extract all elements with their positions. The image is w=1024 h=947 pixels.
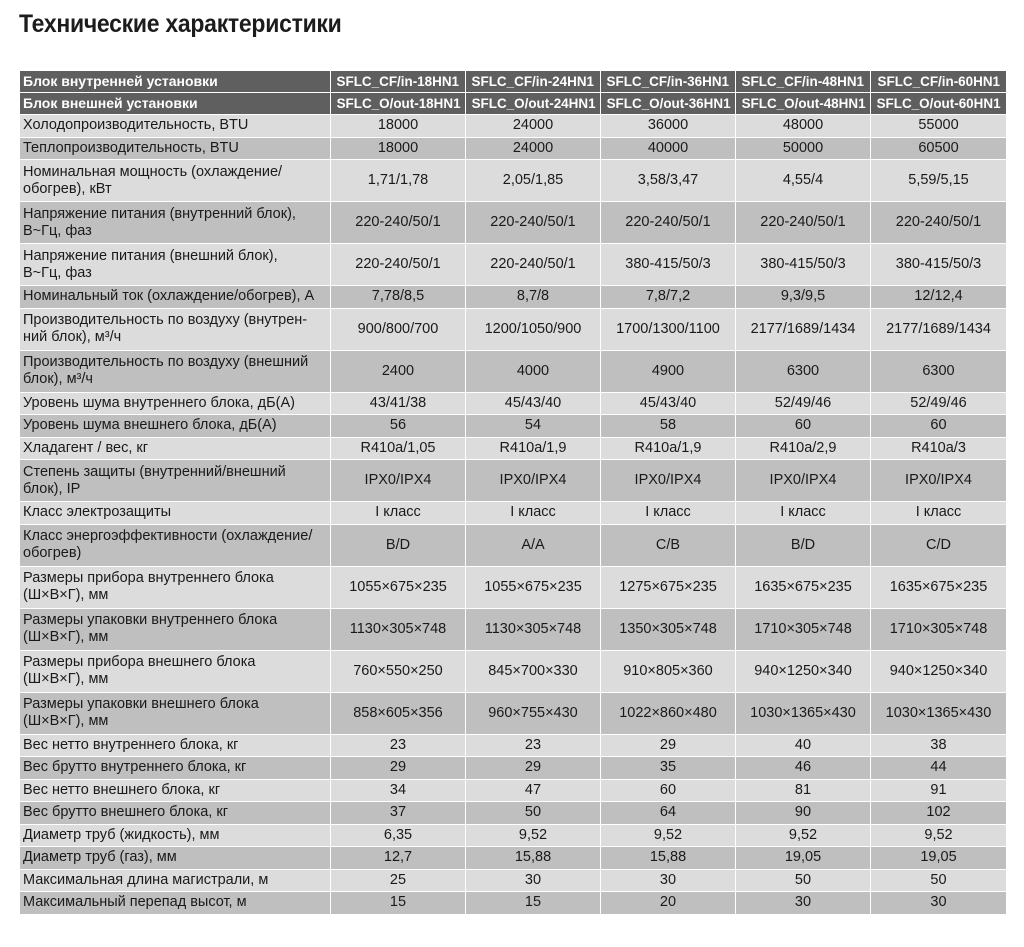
row-label-line: Максимальная длина магистрали, м bbox=[23, 871, 269, 888]
value-cell: 38 bbox=[871, 734, 1007, 757]
value-cell: 44 bbox=[871, 757, 1007, 780]
value-cell: 1055×675×235 bbox=[331, 566, 466, 608]
value-cell: R410a/2,9 bbox=[736, 437, 871, 460]
value-cell: 29 bbox=[331, 757, 466, 780]
row-label bbox=[20, 802, 331, 825]
value-cell: 40000 bbox=[601, 137, 736, 160]
value-cell: 54 bbox=[466, 415, 601, 438]
value-cell: 9,52 bbox=[736, 824, 871, 847]
row-label bbox=[20, 847, 331, 870]
row-label-line: Размеры прибора внешнего блока bbox=[23, 654, 256, 670]
value-cell: 220-240/50/1 bbox=[736, 202, 871, 244]
header-label: Блок внешней установки bbox=[20, 93, 331, 115]
value-cell: 7,8/7,2 bbox=[601, 286, 736, 309]
row-label-line: Напряжение питания (внутренний блок), bbox=[23, 205, 296, 222]
value-cell: I класс bbox=[871, 502, 1007, 525]
row-label bbox=[20, 437, 331, 460]
value-cell: 45/43/40 bbox=[466, 392, 601, 415]
spec-table-body bbox=[20, 71, 1007, 915]
table-row bbox=[20, 502, 1007, 525]
table-row bbox=[20, 415, 1007, 438]
row-label bbox=[20, 757, 331, 780]
value-cell: 380-415/50/3 bbox=[736, 244, 871, 286]
value-cell: 6,35 bbox=[331, 824, 466, 847]
model-name: SFLC_CF/in-36HN1 bbox=[606, 73, 730, 89]
value-cell: 43/41/38 bbox=[331, 392, 466, 415]
row-label-line: Вес нетто внешнего блока, кг bbox=[23, 781, 221, 798]
model-name: SFLC_O/out-60HN1 bbox=[876, 95, 1001, 111]
row-label bbox=[20, 286, 331, 309]
value-cell: 220-240/50/1 bbox=[331, 244, 466, 286]
row-label bbox=[20, 460, 331, 502]
header-model-cell bbox=[601, 71, 736, 93]
row-label-line: В~Гц, фаз bbox=[23, 222, 92, 239]
value-cell: I класс bbox=[466, 502, 601, 525]
value-cell: 5,59/5,15 bbox=[871, 160, 1007, 202]
row-label-line: (Ш×В×Г), мм bbox=[23, 629, 109, 645]
table-row bbox=[20, 308, 1007, 350]
value-cell: 15 bbox=[331, 892, 466, 915]
value-cell: I класс bbox=[736, 502, 871, 525]
value-cell: 1275×675×235 bbox=[601, 566, 736, 608]
row-label bbox=[20, 160, 331, 202]
value-cell: 1,71/1,78 bbox=[331, 160, 466, 202]
value-cell: 34 bbox=[331, 779, 466, 802]
value-cell: 12/12,4 bbox=[871, 286, 1007, 309]
value-cell: 81 bbox=[736, 779, 871, 802]
row-label-line: Размеры прибора внутреннего блока bbox=[23, 570, 274, 586]
value-cell: IPX0/IPX4 bbox=[466, 460, 601, 502]
value-cell: 55000 bbox=[871, 115, 1007, 138]
value-cell: 1030×1365×430 bbox=[871, 692, 1007, 734]
table-row bbox=[20, 460, 1007, 502]
value-cell: 50 bbox=[466, 802, 601, 825]
row-label bbox=[20, 566, 331, 608]
value-cell: 220-240/50/1 bbox=[601, 202, 736, 244]
value-cell: 12,7 bbox=[331, 847, 466, 870]
row-label bbox=[20, 779, 331, 802]
value-cell: 1030×1365×430 bbox=[736, 692, 871, 734]
value-cell: 845×700×330 bbox=[466, 650, 601, 692]
header-model-cell bbox=[466, 71, 601, 93]
value-cell: 15 bbox=[466, 892, 601, 915]
value-cell: 1710×305×748 bbox=[736, 608, 871, 650]
row-label-line: (Ш×В×Г), мм bbox=[23, 713, 109, 729]
table-row bbox=[20, 137, 1007, 160]
value-cell: 3,58/3,47 bbox=[601, 160, 736, 202]
row-label-line: Класс энергоэффективности (охлаждение/ bbox=[23, 528, 313, 544]
row-label-line: блок), м³/ч bbox=[23, 371, 93, 387]
value-cell: 220-240/50/1 bbox=[331, 202, 466, 244]
value-cell: R410a/3 bbox=[871, 437, 1007, 460]
row-label-line: ний блок), м³/ч bbox=[23, 329, 122, 345]
value-cell: 52/49/46 bbox=[871, 392, 1007, 415]
value-cell: 1022×860×480 bbox=[601, 692, 736, 734]
row-label-line: (Ш×В×Г), мм bbox=[23, 587, 109, 603]
row-label-line: Производительность по воздуху (внешний bbox=[23, 354, 309, 370]
row-label-line: Теплопроизводительность, BTU bbox=[23, 139, 239, 156]
header-row bbox=[20, 71, 1007, 93]
value-cell: 1635×675×235 bbox=[871, 566, 1007, 608]
value-cell: 56 bbox=[331, 415, 466, 438]
row-label bbox=[20, 824, 331, 847]
page-title: Технические характеристики bbox=[19, 10, 342, 38]
row-label bbox=[20, 137, 331, 160]
value-cell: 60 bbox=[871, 415, 1007, 438]
value-cell: 50000 bbox=[736, 137, 871, 160]
row-label bbox=[20, 202, 331, 244]
table-row bbox=[20, 824, 1007, 847]
value-cell: 35 bbox=[601, 757, 736, 780]
value-cell: 9,52 bbox=[871, 824, 1007, 847]
table-row bbox=[20, 392, 1007, 415]
header-model-cell bbox=[331, 71, 466, 93]
header-label: Блок внутренней установки bbox=[20, 71, 331, 93]
value-cell: 220-240/50/1 bbox=[466, 244, 601, 286]
value-cell: IPX0/IPX4 bbox=[736, 460, 871, 502]
model-name: SFLC_O/out-18HN1 bbox=[336, 95, 461, 111]
value-cell: 60 bbox=[601, 779, 736, 802]
row-label-line: Уровень шума внутреннего блока, дБ(А) bbox=[23, 394, 295, 411]
table-row bbox=[20, 847, 1007, 870]
value-cell: 220-240/50/1 bbox=[871, 202, 1007, 244]
row-label bbox=[20, 524, 331, 566]
row-label-line: Вес брутто внутреннего блока, кг bbox=[23, 759, 247, 776]
value-cell: 91 bbox=[871, 779, 1007, 802]
value-cell: 102 bbox=[871, 802, 1007, 825]
value-cell: 2177/1689/1434 bbox=[736, 308, 871, 350]
value-cell: 9,3/9,5 bbox=[736, 286, 871, 309]
row-label bbox=[20, 869, 331, 892]
value-cell: 1055×675×235 bbox=[466, 566, 601, 608]
row-label-line: Номинальный ток (охлаждение/обогрев), А bbox=[23, 288, 315, 305]
table-row bbox=[20, 692, 1007, 734]
value-cell: 760×550×250 bbox=[331, 650, 466, 692]
model-name: SFLC_O/out-36HN1 bbox=[606, 95, 731, 111]
row-label-line: Напряжение питания (внешний блок), bbox=[23, 247, 278, 264]
header-model-cell bbox=[736, 71, 871, 93]
value-cell: 25 bbox=[331, 869, 466, 892]
value-cell: 24000 bbox=[466, 137, 601, 160]
value-cell: 8,7/8 bbox=[466, 286, 601, 309]
value-cell: 64 bbox=[601, 802, 736, 825]
model-name: SFLC_CF/in-48HN1 bbox=[741, 73, 865, 89]
value-cell: C/D bbox=[871, 524, 1007, 566]
row-label-line: Вес брутто внешнего блока, кг bbox=[23, 804, 228, 821]
value-cell: 1635×675×235 bbox=[736, 566, 871, 608]
value-cell: 900/800/700 bbox=[331, 308, 466, 350]
value-cell: 60500 bbox=[871, 137, 1007, 160]
value-cell: IPX0/IPX4 bbox=[331, 460, 466, 502]
value-cell: 4900 bbox=[601, 350, 736, 392]
value-cell: 19,05 bbox=[871, 847, 1007, 870]
value-cell: 30 bbox=[736, 892, 871, 915]
row-label-line: Степень защиты (внутренний/внешний bbox=[23, 463, 286, 480]
row-label-line: блок), IP bbox=[23, 480, 81, 497]
value-cell: 960×755×430 bbox=[466, 692, 601, 734]
model-name: SFLC_CF/in-18HN1 bbox=[336, 73, 460, 89]
value-cell: 36000 bbox=[601, 115, 736, 138]
row-label-line: Хладагент / вес, кг bbox=[23, 439, 149, 456]
value-cell: 1700/1300/1100 bbox=[601, 308, 736, 350]
value-cell: 6300 bbox=[871, 350, 1007, 392]
value-cell: R410a/1,05 bbox=[331, 437, 466, 460]
value-cell: 23 bbox=[466, 734, 601, 757]
value-cell: 940×1250×340 bbox=[871, 650, 1007, 692]
value-cell: 15,88 bbox=[601, 847, 736, 870]
header-model-cell bbox=[331, 93, 466, 115]
value-cell: IPX0/IPX4 bbox=[601, 460, 736, 502]
value-cell: 15,88 bbox=[466, 847, 601, 870]
value-cell: 1350×305×748 bbox=[601, 608, 736, 650]
value-cell: 52/49/46 bbox=[736, 392, 871, 415]
row-label bbox=[20, 502, 331, 525]
model-name: SFLC_O/out-24HN1 bbox=[471, 95, 596, 111]
row-label-line: В~Гц, фаз bbox=[23, 264, 92, 281]
value-cell: 380-415/50/3 bbox=[601, 244, 736, 286]
value-cell: 220-240/50/1 bbox=[466, 202, 601, 244]
value-cell: 30 bbox=[871, 892, 1007, 915]
value-cell: 24000 bbox=[466, 115, 601, 138]
value-cell: 1130×305×748 bbox=[466, 608, 601, 650]
value-cell: 1710×305×748 bbox=[871, 608, 1007, 650]
value-cell: 1130×305×748 bbox=[331, 608, 466, 650]
table-row bbox=[20, 608, 1007, 650]
value-cell: 4000 bbox=[466, 350, 601, 392]
value-cell: 4,55/4 bbox=[736, 160, 871, 202]
value-cell: 23 bbox=[331, 734, 466, 757]
value-cell: 2,05/1,85 bbox=[466, 160, 601, 202]
row-label-line: Номинальная мощность (охлаждение/ bbox=[23, 163, 283, 180]
value-cell: 2400 bbox=[331, 350, 466, 392]
row-label-line: Холодопроизводительность, BTU bbox=[23, 117, 249, 134]
value-cell: B/D bbox=[736, 524, 871, 566]
table-row bbox=[20, 524, 1007, 566]
row-label bbox=[20, 308, 331, 350]
value-cell: I класс bbox=[601, 502, 736, 525]
value-cell: 48000 bbox=[736, 115, 871, 138]
table-row bbox=[20, 734, 1007, 757]
value-cell: 7,78/8,5 bbox=[331, 286, 466, 309]
table-row bbox=[20, 115, 1007, 138]
model-name: SFLC_O/out-48HN1 bbox=[741, 95, 866, 111]
row-label bbox=[20, 350, 331, 392]
row-label bbox=[20, 650, 331, 692]
value-cell: 90 bbox=[736, 802, 871, 825]
value-cell: 30 bbox=[466, 869, 601, 892]
value-cell: 40 bbox=[736, 734, 871, 757]
spec-table bbox=[19, 70, 1007, 915]
value-cell: A/A bbox=[466, 524, 601, 566]
row-label-line: Максимальный перепад высот, м bbox=[23, 894, 247, 911]
value-cell: 18000 bbox=[331, 137, 466, 160]
row-label-line: Уровень шума внешнего блока, дБ(А) bbox=[23, 417, 277, 434]
table-row bbox=[20, 757, 1007, 780]
row-label bbox=[20, 244, 331, 286]
model-name: SFLC_CF/in-24HN1 bbox=[471, 73, 595, 89]
value-cell: 18000 bbox=[331, 115, 466, 138]
value-cell: 50 bbox=[736, 869, 871, 892]
value-cell: 29 bbox=[466, 757, 601, 780]
value-cell: 46 bbox=[736, 757, 871, 780]
value-cell: B/D bbox=[331, 524, 466, 566]
value-cell: 47 bbox=[466, 779, 601, 802]
value-cell: 9,52 bbox=[601, 824, 736, 847]
row-label-line: Размеры упаковки внешнего блока bbox=[23, 696, 259, 712]
row-label bbox=[20, 608, 331, 650]
value-cell: 9,52 bbox=[466, 824, 601, 847]
row-label-line: Класс электрозащиты bbox=[23, 504, 172, 521]
value-cell: 20 bbox=[601, 892, 736, 915]
value-cell: 380-415/50/3 bbox=[871, 244, 1007, 286]
table-row bbox=[20, 869, 1007, 892]
row-label-line: обогрев), кВт bbox=[23, 180, 112, 197]
header-model-cell bbox=[736, 93, 871, 115]
row-label bbox=[20, 892, 331, 915]
value-cell: 940×1250×340 bbox=[736, 650, 871, 692]
row-label bbox=[20, 734, 331, 757]
value-cell: 1200/1050/900 bbox=[466, 308, 601, 350]
value-cell: 2177/1689/1434 bbox=[871, 308, 1007, 350]
row-label-line: Производительность по воздуху (внутрен- bbox=[23, 312, 308, 328]
value-cell: 60 bbox=[736, 415, 871, 438]
header-row bbox=[20, 93, 1007, 115]
value-cell: 910×805×360 bbox=[601, 650, 736, 692]
value-cell: C/B bbox=[601, 524, 736, 566]
row-label-line: (Ш×В×Г), мм bbox=[23, 671, 109, 687]
value-cell: IPX0/IPX4 bbox=[871, 460, 1007, 502]
value-cell: 19,05 bbox=[736, 847, 871, 870]
row-label bbox=[20, 115, 331, 138]
header-model-cell bbox=[601, 93, 736, 115]
row-label bbox=[20, 415, 331, 438]
row-label bbox=[20, 692, 331, 734]
row-label-line: Вес нетто внутреннего блока, кг bbox=[23, 736, 239, 753]
value-cell: 37 bbox=[331, 802, 466, 825]
value-cell: R410a/1,9 bbox=[466, 437, 601, 460]
table-row bbox=[20, 892, 1007, 915]
value-cell: 58 bbox=[601, 415, 736, 438]
header-model-cell bbox=[466, 93, 601, 115]
table-row bbox=[20, 286, 1007, 309]
table-row bbox=[20, 244, 1007, 286]
table-row bbox=[20, 202, 1007, 244]
table-row bbox=[20, 802, 1007, 825]
row-label bbox=[20, 392, 331, 415]
row-label-line: Размеры упаковки внутреннего блока bbox=[23, 612, 278, 628]
table-row bbox=[20, 160, 1007, 202]
value-cell: 50 bbox=[871, 869, 1007, 892]
table-row bbox=[20, 650, 1007, 692]
value-cell: I класс bbox=[331, 502, 466, 525]
header-model-cell bbox=[871, 71, 1007, 93]
model-name: SFLC_CF/in-60HN1 bbox=[877, 73, 1000, 89]
row-label-line: Диаметр труб (жидкость), мм bbox=[23, 826, 220, 843]
value-cell: 45/43/40 bbox=[601, 392, 736, 415]
table-row bbox=[20, 437, 1007, 460]
value-cell: 858×605×356 bbox=[331, 692, 466, 734]
value-cell: 6300 bbox=[736, 350, 871, 392]
row-label-line: Диаметр труб (газ), мм bbox=[23, 849, 177, 866]
value-cell: 29 bbox=[601, 734, 736, 757]
table-row bbox=[20, 779, 1007, 802]
table-row bbox=[20, 566, 1007, 608]
value-cell: 30 bbox=[601, 869, 736, 892]
value-cell: R410a/1,9 bbox=[601, 437, 736, 460]
header-model-cell bbox=[871, 93, 1007, 115]
row-label-line: обогрев) bbox=[23, 545, 82, 561]
table-row bbox=[20, 350, 1007, 392]
